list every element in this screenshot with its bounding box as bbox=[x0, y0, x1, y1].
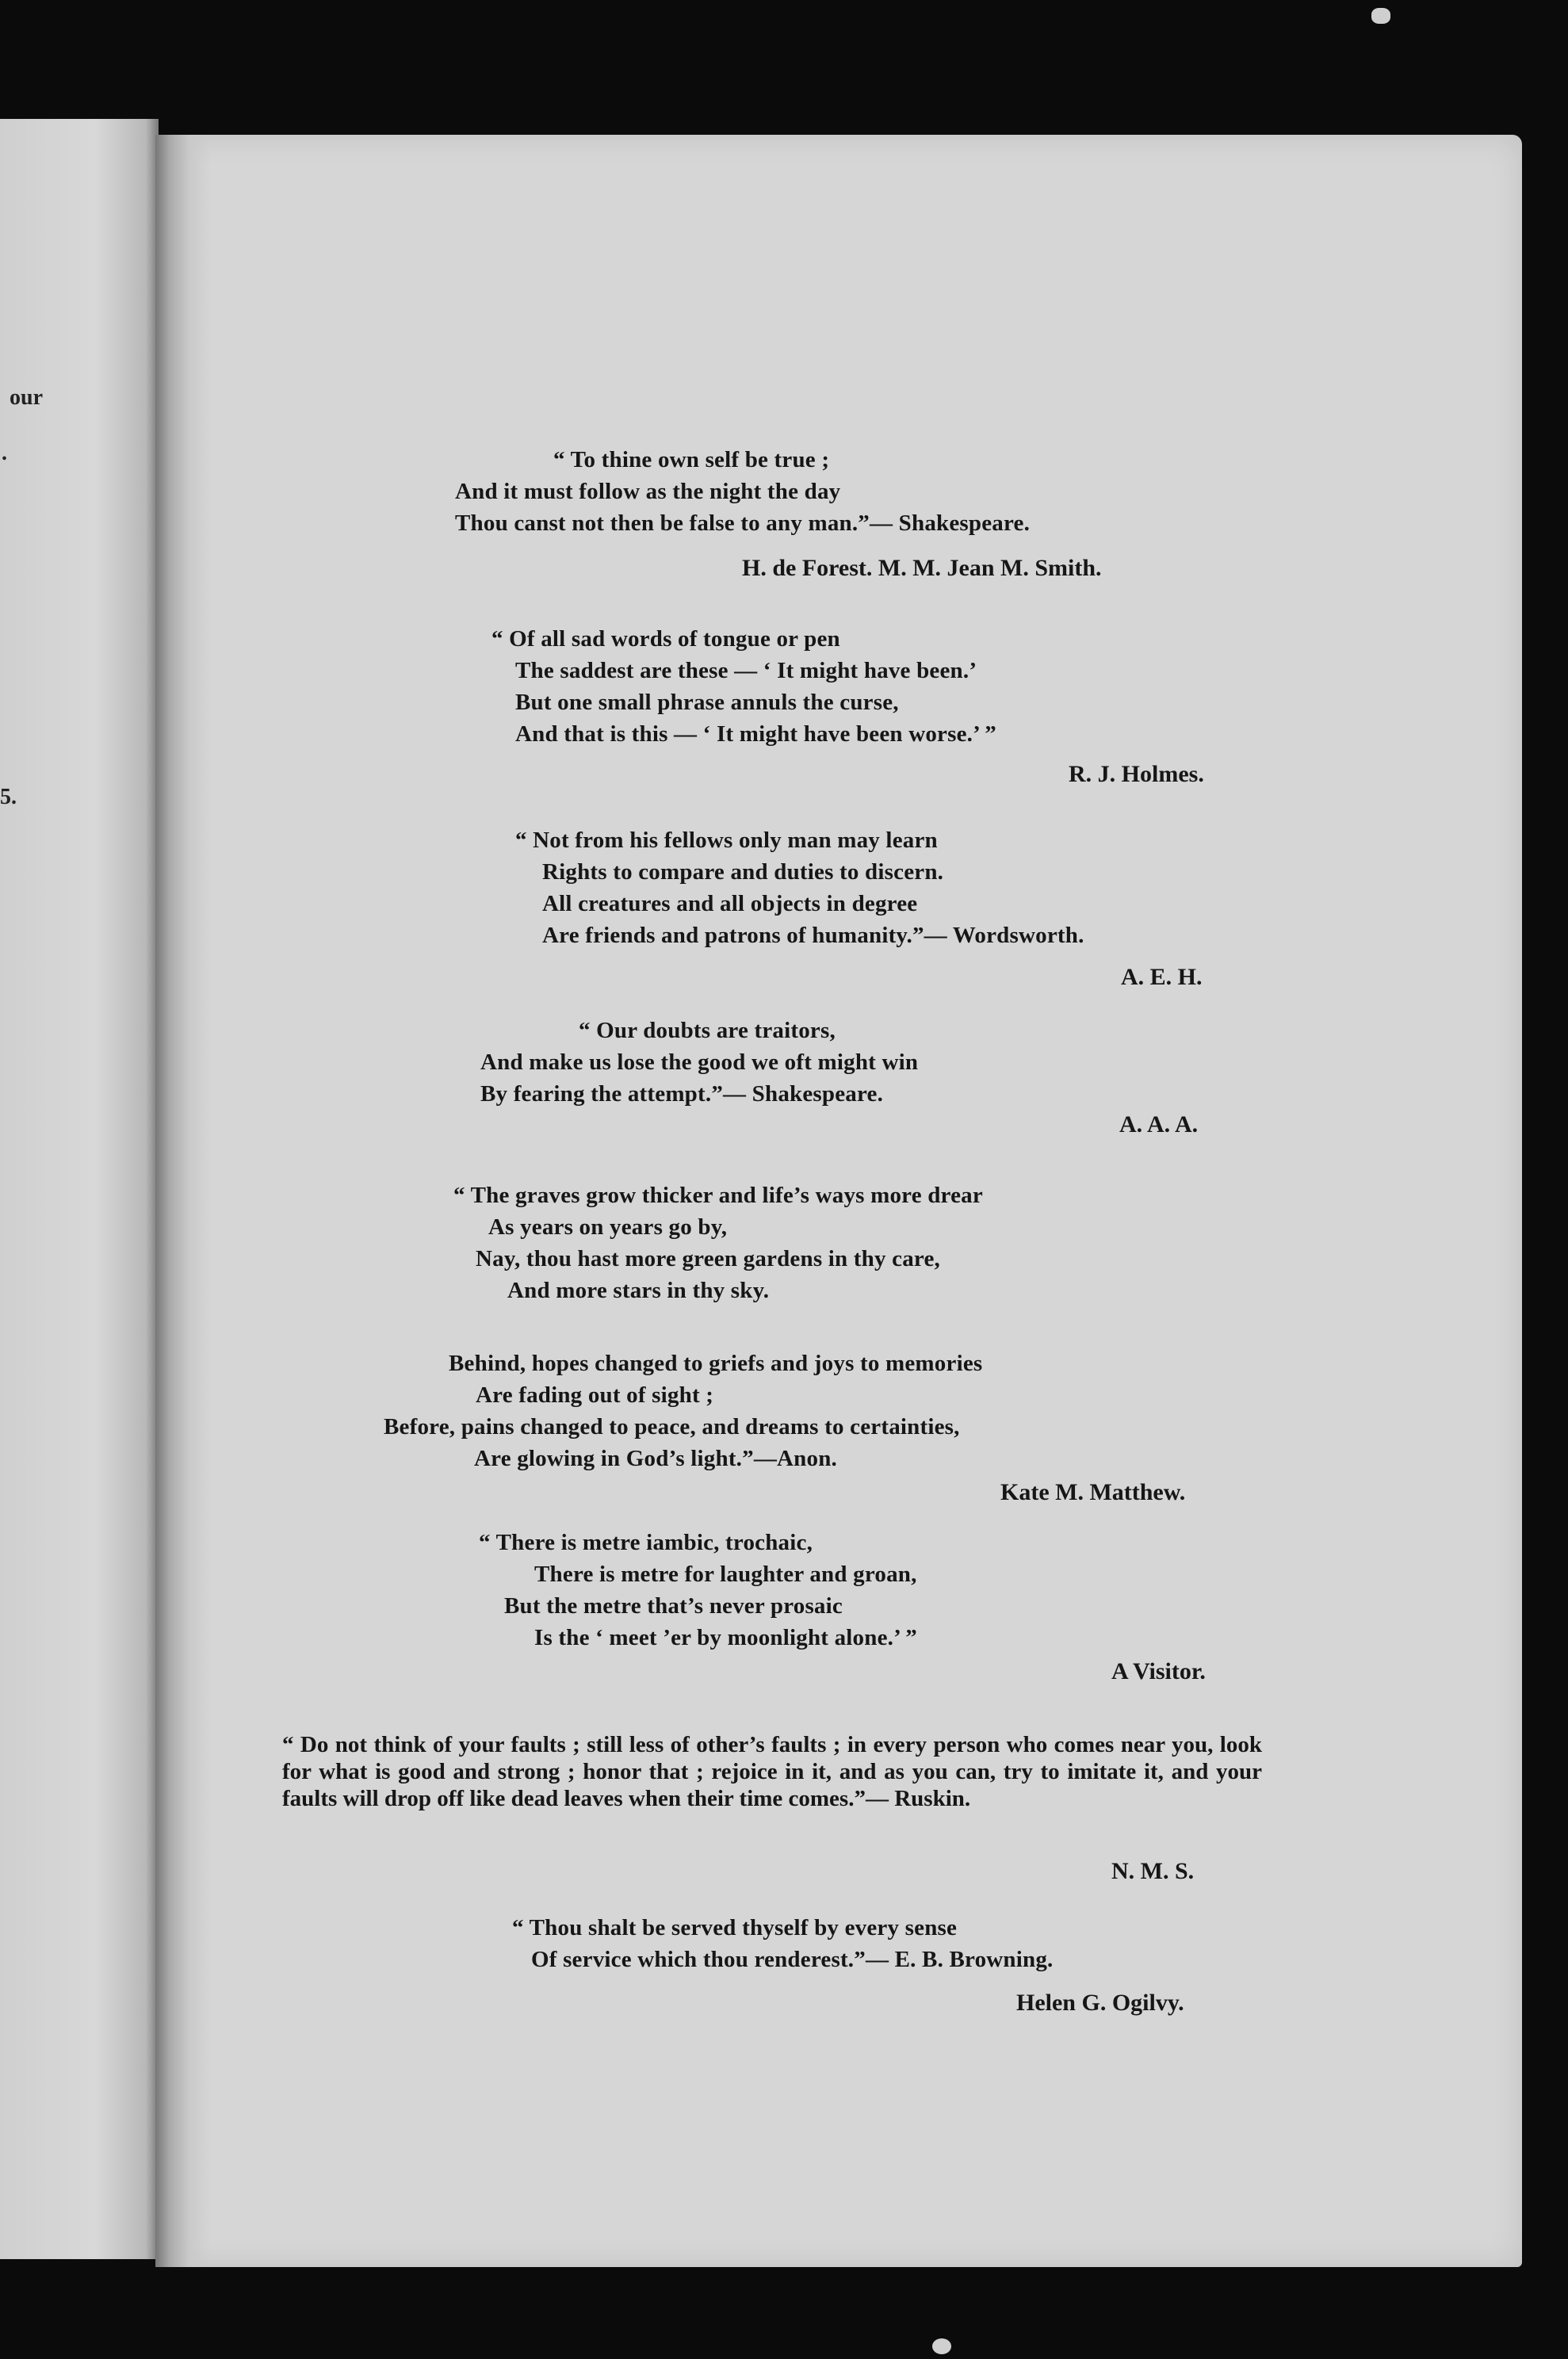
verse-line: Are fading out of sight ; bbox=[476, 1382, 714, 1408]
verse-line: Are friends and patrons of humanity.”— Wordsworth. bbox=[542, 923, 1084, 948]
verse-quote bbox=[515, 824, 1084, 951]
verse-line: “ There is metre iambic, trochaic, bbox=[479, 1530, 813, 1555]
verse-line: Is the ‘ meet ’er by moonlight alone.’ ” bbox=[534, 1625, 917, 1650]
prose-quote: “ Do not think of your faults ; still less of other’s faults ; in every person who comes near you, look for what is good and strong ; honor that ; rejoice in it, and as you can, try to imitate it, and your faults will drop off like dead leaves when their time comes.”— Ruskin. bbox=[282, 1732, 1262, 1811]
facing-page-edge bbox=[0, 119, 159, 2259]
verse-line: “ Our doubts are traitors, bbox=[579, 1018, 836, 1043]
verse-line: “ Not from his fellows only man may learn bbox=[515, 828, 938, 853]
verse-line: There is metre for laughter and groan, bbox=[534, 1562, 917, 1587]
verse-line: Thou canst not then be false to any man.”— Shakespeare. bbox=[455, 510, 1031, 536]
facing-page-fragment: our bbox=[10, 385, 43, 410]
verse-quote bbox=[455, 444, 1030, 539]
verse-line: And it must follow as the night the day bbox=[455, 479, 841, 504]
verse-line: And make us lose the good we oft might win bbox=[480, 1050, 919, 1075]
verse-line: Rights to compare and duties to discern. bbox=[542, 859, 944, 885]
verse-line: Nay, thou hast more green gardens in thy care, bbox=[476, 1246, 940, 1271]
attribution: R. J. Holmes. bbox=[1069, 761, 1204, 787]
verse-line: By fearing the attempt.”— Shakespeare. bbox=[480, 1081, 884, 1107]
verse-quote bbox=[480, 1015, 918, 1110]
scan-artifact bbox=[1371, 8, 1390, 24]
verse-line: “ The graves grow thicker and life’s ways more drear bbox=[453, 1183, 983, 1208]
attribution: H. de Forest. M. M. Jean M. Smith. bbox=[742, 555, 1102, 581]
verse-line: The saddest are these — ‘ It might have been.’ bbox=[515, 658, 977, 683]
attribution: Kate M. Matthew. bbox=[1000, 1479, 1186, 1505]
verse-line: And that is this — ‘ It might have been worse.’ ” bbox=[515, 721, 996, 747]
attribution: A. A. A. bbox=[1119, 1111, 1199, 1137]
page-gutter-shadow bbox=[155, 135, 211, 2267]
scan-artifact bbox=[932, 2338, 951, 2354]
verse-quote bbox=[453, 1180, 983, 1306]
verse-line: Of service which thou renderest.”— E. B. Browning. bbox=[531, 1947, 1054, 1972]
verse-line: Behind, hopes changed to griefs and joys to memories bbox=[449, 1351, 983, 1376]
attribution: A Visitor. bbox=[1111, 1658, 1206, 1684]
verse-quote bbox=[384, 1348, 982, 1474]
verse-line: “ To thine own self be true ; bbox=[553, 447, 830, 472]
verse-line: Are glowing in God’s light.”—Anon. bbox=[474, 1446, 837, 1471]
attribution: A. E. H. bbox=[1121, 964, 1203, 990]
verse-line: “ Of all sad words of tongue or pen bbox=[491, 626, 840, 652]
verse-line: All creatures and all objects in degree bbox=[542, 891, 918, 916]
verse-line: Before, pains changed to peace, and dreams to certainties, bbox=[384, 1414, 960, 1439]
facing-page-fragment: . bbox=[2, 441, 7, 465]
verse-quote bbox=[479, 1527, 917, 1654]
verse-quote bbox=[491, 623, 996, 750]
verse-line: But the metre that’s never prosaic bbox=[504, 1593, 843, 1619]
facing-page-fragment: 5. bbox=[0, 785, 17, 809]
verse-line: And more stars in thy sky. bbox=[507, 1278, 770, 1303]
verse-quote bbox=[512, 1912, 1053, 1975]
verse-line: As years on years go by, bbox=[488, 1214, 728, 1240]
verse-line: “ Thou shalt be served thyself by every sense bbox=[512, 1915, 958, 1940]
attribution: Helen G. Ogilvy. bbox=[1016, 1990, 1184, 2016]
attribution: N. M. S. bbox=[1111, 1858, 1195, 1884]
verse-line: But one small phrase annuls the curse, bbox=[515, 690, 899, 715]
